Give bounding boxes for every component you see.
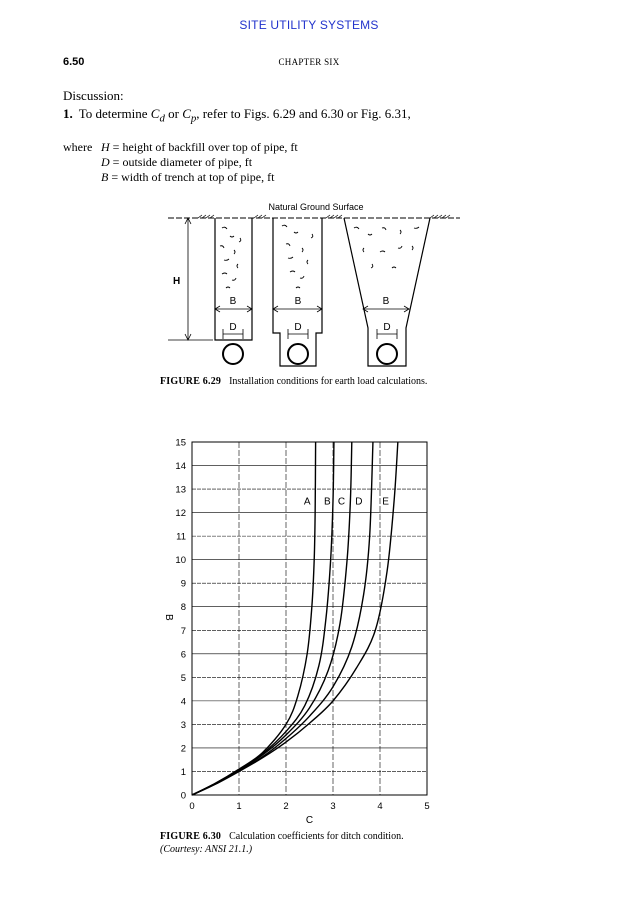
def-d-text: = outside diameter of pipe, ft [112,155,253,169]
chart-curves [192,442,398,795]
y-tick-label: 1 [180,766,186,778]
y-tick-label: 15 [175,437,186,449]
x-tick-label: 0 [189,801,195,812]
y-tick-label: 2 [180,743,186,755]
curve-e [192,442,398,795]
trench-1-fill [220,227,241,288]
running-head: SITE UTILITY SYSTEMS [239,18,379,32]
figure-630-courtesy: (Courtesy: ANSI 21.1.) [160,844,253,855]
y-tick-label: 0 [180,790,186,802]
figure-630-caption [160,830,404,856]
figure-630-caption-text: Calculation coefficients for ditch condition. [229,831,404,842]
y-tick-label: 3 [180,719,186,731]
trench-2-fill [282,225,313,288]
cp-sub: p [190,112,197,125]
pipe-2 [288,344,308,364]
curve-d [192,442,373,795]
b-dimensions [215,306,409,312]
page-number: 6.50 [63,56,85,68]
where-word: where [63,140,93,154]
step-1 [63,106,411,125]
figure-630-label: FIGURE 6.30 [160,831,222,842]
or-word: or [168,106,179,121]
b-label-1: B [229,296,237,307]
series-label-e: E [382,496,389,508]
y-tick-label: 6 [180,649,186,661]
y-tick-label: 14 [175,461,186,473]
def-d-symbol: D [101,155,110,169]
b-label-2: B [294,296,302,307]
cd-sub: d [159,112,165,125]
b-label-3: B [382,296,390,307]
pipe-1 [223,344,243,364]
series-label-c: C [337,496,346,508]
figure-629-label: FIGURE 6.29 [160,376,222,387]
step-number: 1. [63,106,73,121]
d-label-2: D [294,322,302,333]
cp-symbol: C [182,106,191,121]
series-label-d: D [355,496,363,508]
discussion-heading: Discussion: [63,88,124,103]
figure-630-chart [158,432,448,827]
cd-symbol: C [150,106,160,121]
def-h-text: = height of backfill over top of pipe, ft [112,140,298,154]
x-tick-label: 4 [377,801,383,812]
y-tick-label: 9 [180,578,186,590]
y-tick-label: 13 [175,484,186,496]
curve-a [192,442,316,795]
series-label-a: A [303,496,311,508]
y-tick-label: 5 [180,672,186,684]
curve-b [192,442,334,795]
y-tick-label: 12 [175,508,186,520]
x-axis-label: C [305,815,314,826]
step-post: , refer to Figs. 6.29 and 6.30 or Fig. 6.31, [196,106,411,121]
plot-frame [192,442,427,795]
series-label-b: B [324,496,331,508]
chart-ticks [175,438,429,813]
figure-629-diagram [168,198,468,373]
x-tick-label: 5 [424,801,430,812]
chart-grid [192,442,427,795]
y-tick-label: 8 [180,602,186,614]
d-dimensions [223,329,397,339]
d-label-1: D [229,322,237,333]
trench-3-fill [354,227,419,268]
y-axis-label: B [163,613,174,621]
figure-629-caption-text: Installation conditions for earth load calculations. [229,376,428,387]
variable-definitions [63,140,298,185]
def-b-text: = width of trench at top of pipe, ft [111,170,275,184]
x-tick-label: 1 [236,801,242,812]
step-pre: To determine [78,106,148,121]
surface-label: Natural Ground Surface [268,202,364,212]
pipe-3 [377,344,397,364]
figure-629-caption [160,376,427,387]
chapter-title: CHAPTER SIX [278,57,340,67]
h-label: H [173,276,181,287]
y-tick-label: 7 [180,625,186,637]
y-tick-label: 11 [176,531,186,543]
y-tick-label: 10 [175,555,186,567]
y-tick-label: 4 [180,696,186,708]
def-h-symbol: H [101,140,110,154]
def-b-symbol: B [101,170,109,184]
d-label-3: D [383,322,391,333]
x-tick-label: 2 [283,801,289,812]
chart-series-labels [304,496,389,507]
x-tick-label: 3 [330,801,336,812]
